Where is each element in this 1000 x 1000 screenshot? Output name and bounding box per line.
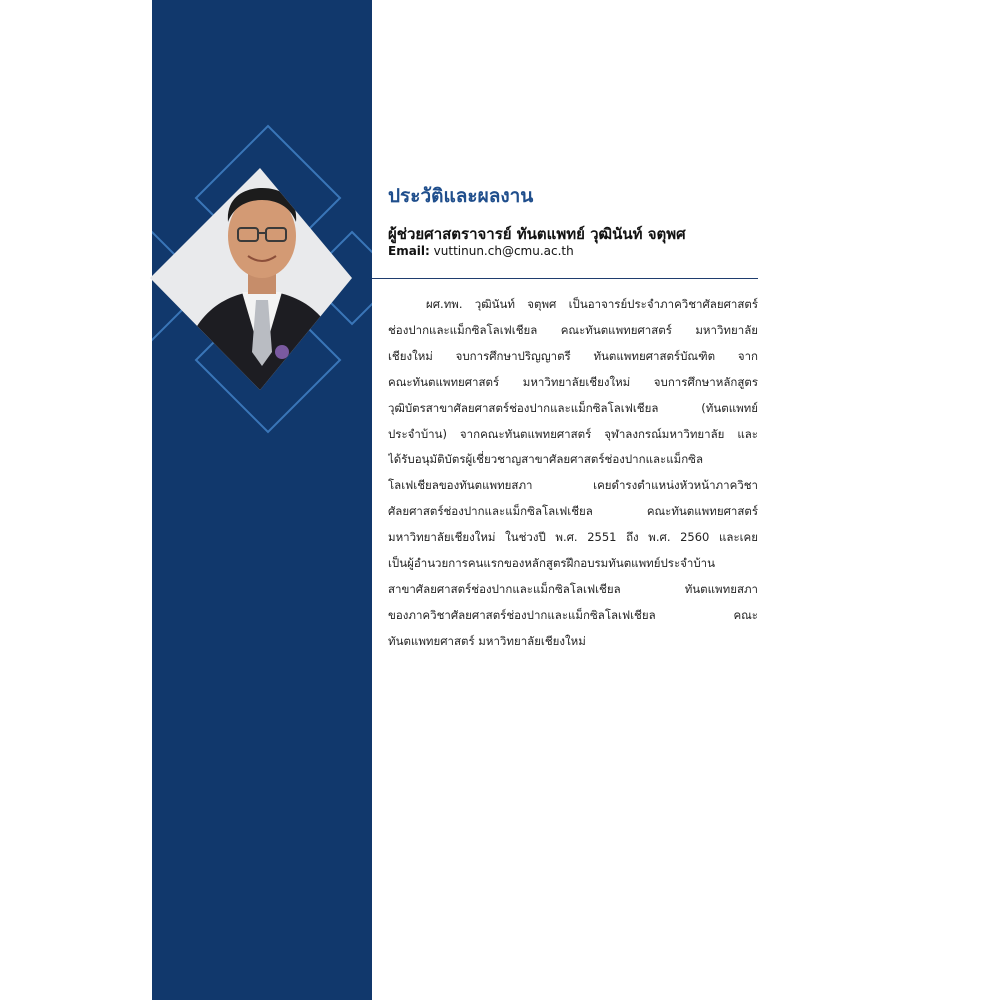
bio-line: มหาวิทยาลัยเชียงใหม่ ในช่วงปี พ.ศ. 2551 ถึง พ.ศ. 2560 และเคย	[388, 530, 758, 545]
divider-rule	[372, 278, 758, 279]
bio-line: เชียงใหม่ จบการศึกษาปริญญาตรี ทันตแพทยศาสตร์บัณฑิต จาก	[388, 348, 758, 363]
person-name: ผู้ช่วยศาสตราจารย์ ทันตแพทย์ วุฒินันท์ จตุพศ	[388, 225, 686, 243]
bio-line: ช่องปากและแม็กซิลโลเฟเชียล คณะทันตแพทยศาสตร์ มหาวิทยาลัย	[388, 322, 758, 337]
bio-line: ได้รับอนุมัติบัตรผู้เชี่ยวชาญสาขาศัลยศาสตร์ช่องปากและแม็กซิล	[388, 452, 704, 467]
person-email	[388, 244, 574, 258]
bio-line: ทันตแพทยศาสตร์ มหาวิทยาลัยเชียงใหม่	[388, 633, 586, 648]
bio-line: วุฒิบัตรสาขาศัลยศาสตร์ช่องปากและแม็กซิลโลเฟเชียล (ทันตแพทย์	[388, 400, 758, 415]
bio-line: คณะทันตแพทยศาสตร์ มหาวิทยาลัยเชียงใหม่ จบการศึกษาหลักสูตร	[388, 374, 758, 389]
email-address: vuttinun.ch@cmu.ac.th	[433, 244, 574, 258]
section-heading: ประวัติและผลงาน	[388, 185, 534, 207]
bio-line: โลเฟเชียลของทันตแพทยสภา เคยดำรงตำแหน่งหัวหน้าภาควิชา	[388, 478, 758, 493]
bio-line: ประจำบ้าน) จากคณะทันตแพทยศาสตร์ จุฬาลงกรณ์มหาวิทยาลัย และ	[388, 426, 758, 441]
bio-line: ผศ.ทพ. วุฒินันท์ จตุพศ เป็นอาจารย์ประจำภาควิชาศัลยศาสตร์	[426, 297, 758, 311]
email-label: Email:	[388, 244, 430, 258]
bio-line: ของภาควิชาศัลยศาสตร์ช่องปากและแม็กซิลโลเฟเชียล คณะ	[388, 607, 758, 622]
bio-line: เป็นผู้อำนวยการคนแรกของหลักสูตรฝึกอบรมทันตแพทย์ประจำบ้าน	[388, 556, 715, 571]
sidebar-band	[152, 0, 372, 1000]
biography-paragraph	[388, 292, 758, 655]
bio-line: ศัลยศาสตร์ช่องปากและแม็กซิลโลเฟเชียล คณะทันตแพทยศาสตร์	[388, 504, 758, 519]
bio-line: สาขาศัลยศาสตร์ช่องปากและแม็กซิลโลเฟเชียล ทันตแพทยสภา	[388, 581, 758, 596]
